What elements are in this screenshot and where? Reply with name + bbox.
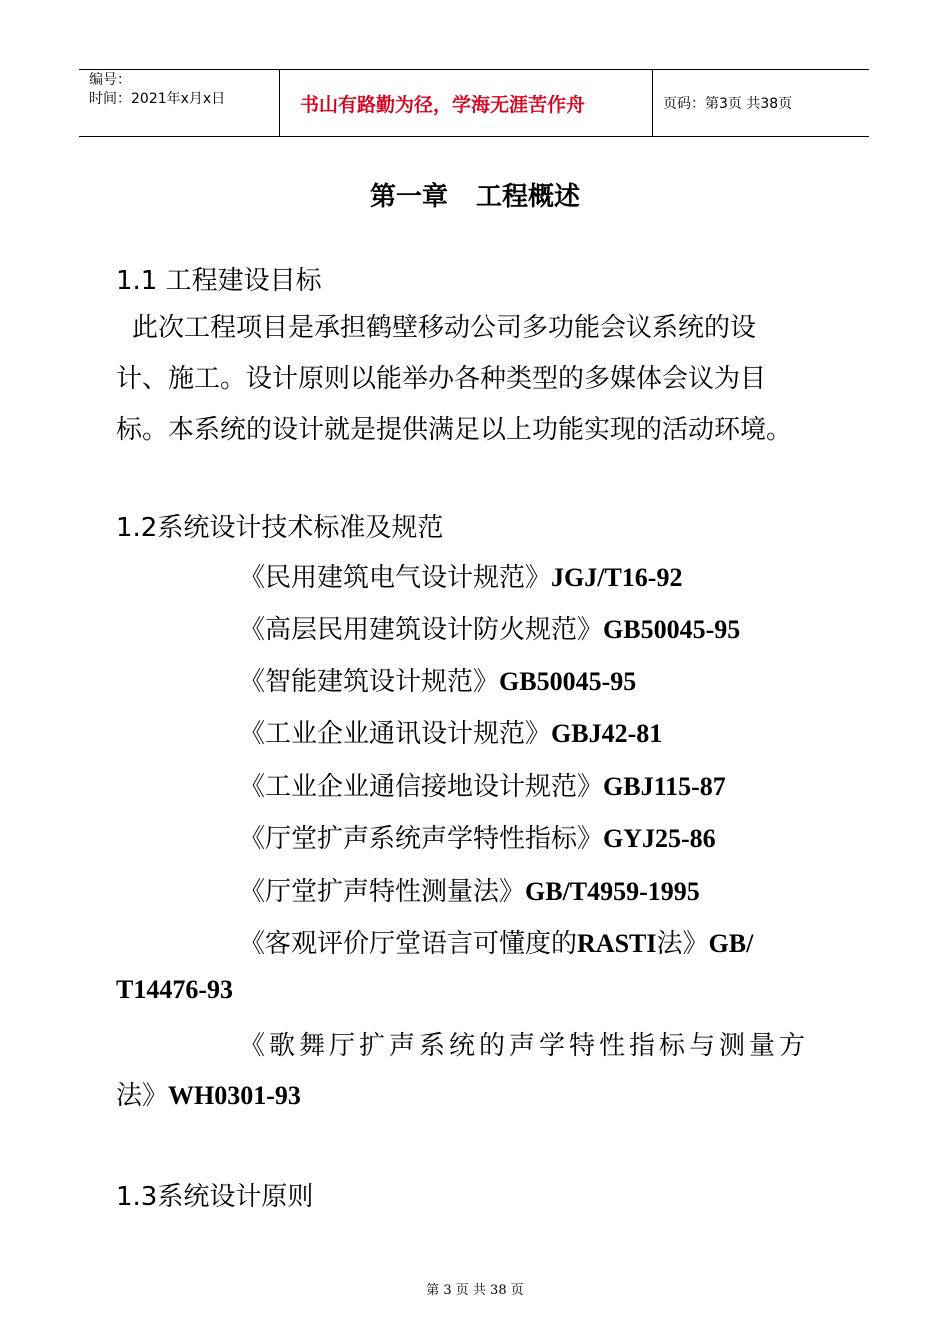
- page-footer: 第 3 页 共 38 页: [426, 1283, 524, 1298]
- standard-item-continued: 法》WH0301-93: [116, 1081, 301, 1111]
- standard-item-continued: T14476-93: [116, 975, 233, 1004]
- standard-item: 《民用建筑电气设计规范》JGJ/T16-92: [239, 563, 683, 593]
- doc-number: 编号：: [89, 72, 131, 88]
- standard-item: 《智能建筑设计规范》GB50045-95: [239, 667, 637, 697]
- standard-item: 《厅堂扩声系统声学特性指标》GYJ25-86: [239, 824, 716, 854]
- body-line: 此次工程项目是承担鹤壁移动公司多功能会议系统的设: [132, 313, 757, 343]
- chapter-title: 工程概述: [476, 182, 581, 212]
- standard-item: 《高层民用建筑设计防火规范》GB50045-95: [239, 615, 741, 645]
- header-page-info: 页码：第3页 共38页: [663, 96, 793, 112]
- body-line: 标。本系统的设计就是提供满足以上功能实现的活动环境。: [116, 415, 793, 445]
- section-1-1-title: 1.1 工程建设目标: [116, 266, 322, 296]
- standard-item: 《工业企业通信接地设计规范》GBJ115-87: [239, 772, 726, 802]
- chapter-number: 第一章: [369, 182, 448, 212]
- standard-item: 《歌舞厅扩声系统的声学特性指标与测量方: [239, 1031, 810, 1061]
- header-meta: [79, 70, 280, 136]
- body-line: 计、施工。设计原则以能举办各种类型的多媒体会议为目: [116, 364, 767, 394]
- section-1-2-title: 1.2系统设计技术标准及规范: [116, 513, 444, 543]
- standard-item: 《厅堂扩声特性测量法》GB/T4959-1995: [239, 877, 700, 907]
- doc-date: 时间：2021年x月x日: [89, 91, 226, 107]
- standard-item: 《工业企业通讯设计规范》GBJ42-81: [239, 719, 663, 749]
- section-1-1-body: [116, 303, 856, 456]
- page-header: [79, 69, 869, 137]
- standard-item: 《客观评价厅堂语言可懂度的RASTI法》GB/: [239, 929, 754, 959]
- header-motto: 书山有路勤为径，学海无涯苦作舟: [280, 70, 653, 136]
- chapter-heading: [0, 176, 950, 213]
- section-1-3-title: 1.3系统设计原则: [116, 1182, 314, 1212]
